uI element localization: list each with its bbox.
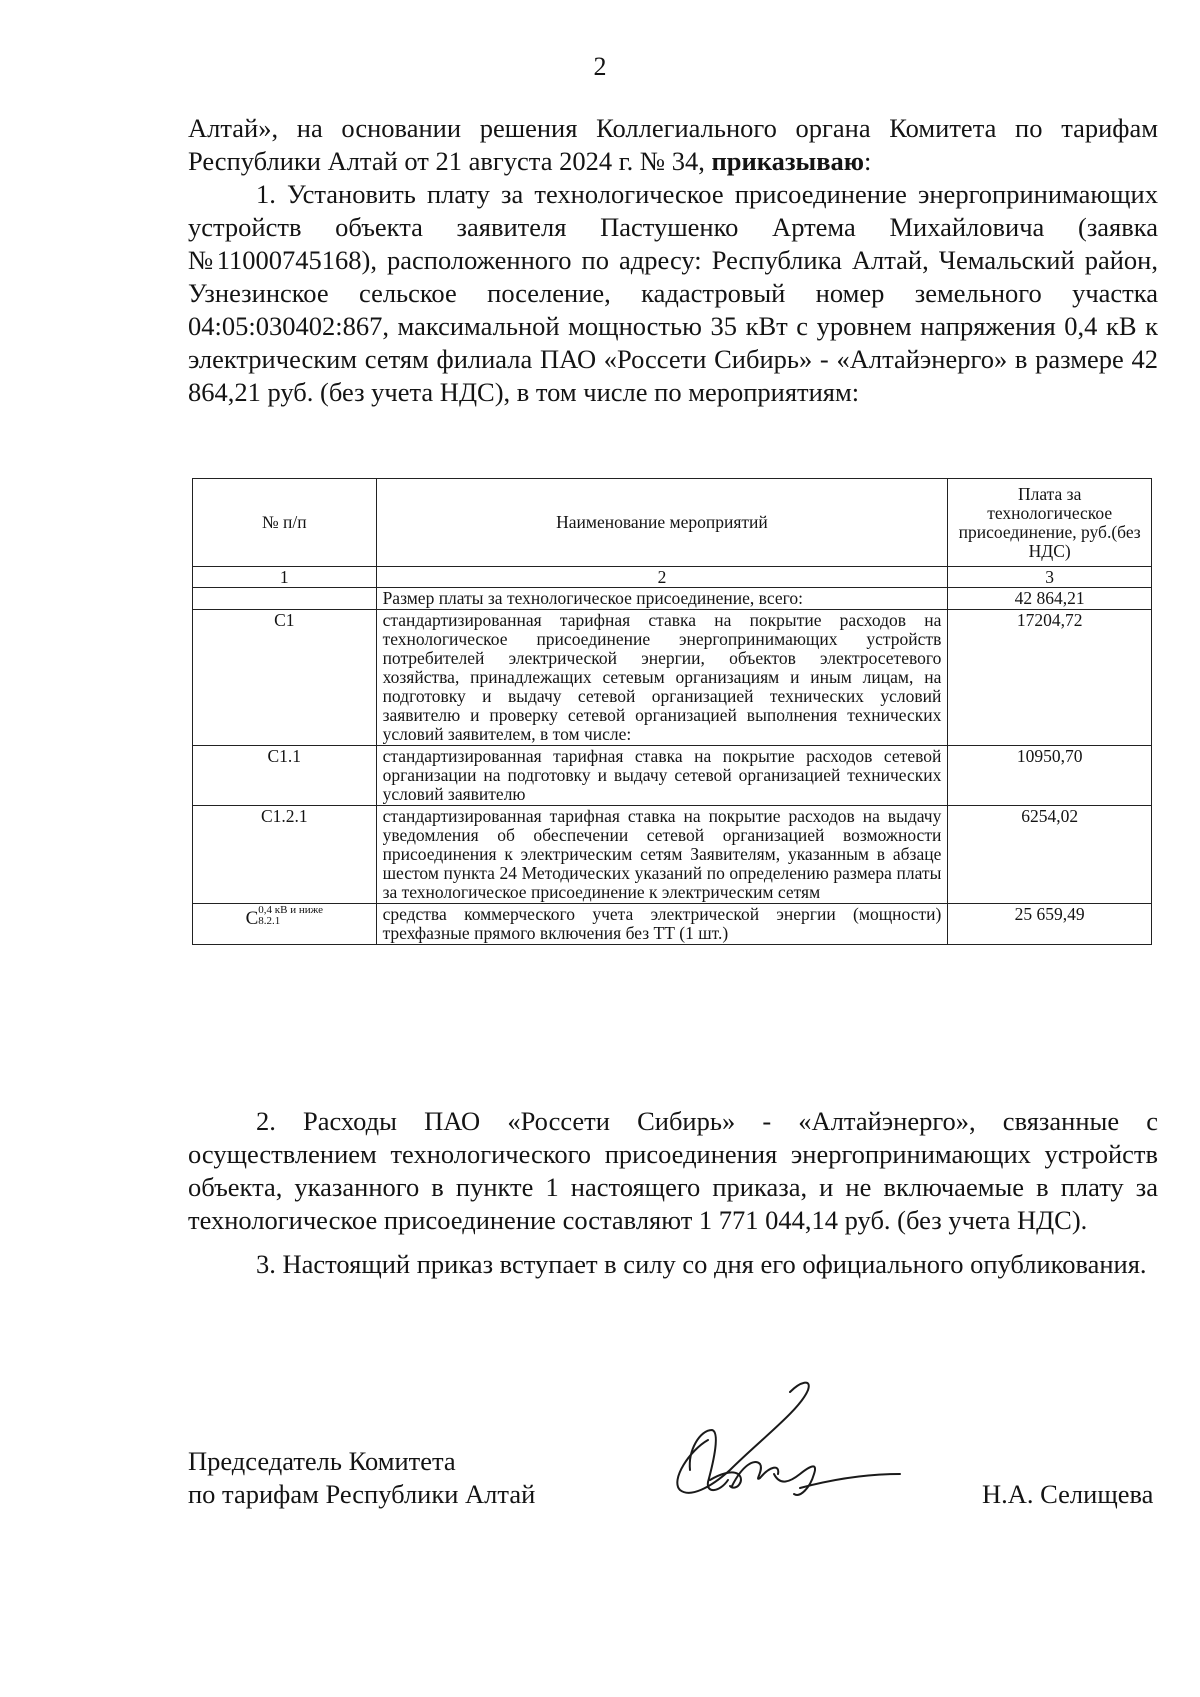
header-number: № п/п [193,479,377,567]
order-item-1: 1. Установить плату за технологическое присоединение энергопринимающих устройств объекта заявителя Пастушенко Артема Михайловича (заявка №11000745168), расположенного по адресу: Республика Алтай, Чемальский район, Узнезинское сельское поселение, кадастровый номер земельного участка 04:05:030402:867, максимальной мощностью 35 кВт с уровнем напряжения 0,4 кВ к электрическим сетям филиала ПАО «Россети Сибирь» - «Алтайэнерго» в размере 42 864,21 руб. (без учета НДС), в том числе по мероприятиям: [188,179,1158,407]
colnum-1: 1 [193,567,377,588]
meter-name: средства коммерческого учета электрической энергии (мощности) трехфазные прямого включения без ТТ (1 шт.) [376,904,948,945]
intro-bold-word: приказываю [711,146,865,176]
table-colnum-row [193,567,1152,588]
order-body [188,112,1158,409]
meter-code-main: С [245,908,259,929]
table-row-meter [193,904,1152,945]
signatory-name: Н.А. Селищева [982,1479,1154,1509]
order-lower-body [188,1105,1158,1292]
signatory-title-line-2: по тарифам Республики Алтай [188,1479,536,1509]
colnum-3: 3 [948,567,1152,588]
page-number: 2 [593,52,607,81]
table-row [193,610,1152,746]
row-name: стандартизированная тарифная ставка на покрытие расходов сетевой организации на подготовку и выдачу сетевой организацией технических условий заявителю [376,746,948,806]
table-row-total [193,588,1152,610]
order-item-2: 2. Расходы ПАО «Россети Сибирь» - «Алтайэнерго», связанные с осуществлением технологического присоединения энергопринимающих устройств объекта, указанного в пункте 1 настоящего приказа, и не включаемые в плату за технологическое присоединение составляют 1 771 044,14 руб. (без учета НДС). [188,1106,1158,1235]
row-code: С1 [193,610,377,746]
total-code [193,588,377,610]
signatory-title [188,1445,535,1511]
row-value: 17204,72 [948,610,1152,746]
meter-code-sup: 0,4 кВ и ниже [258,904,323,916]
colnum-2: 2 [376,567,948,588]
handwritten-signature [650,1370,940,1520]
tariff-table [192,478,1152,945]
total-value: 42 864,21 [948,588,1152,610]
row-code: С1.1 [193,746,377,806]
intro-text: Алтай», на основании решения Коллегиального органа Комитета по тарифам Республики Алтай от 21 августа 2024 г. № 34, [188,113,1158,176]
table-row [193,806,1152,904]
table-header-row [193,479,1152,567]
meter-code [193,904,377,945]
row-code: С1.2.1 [193,806,377,904]
table-row [193,746,1152,806]
signatory-title-line-1: Председатель Комитета [188,1446,456,1476]
meter-value: 25 659,49 [948,904,1152,945]
total-name: Размер платы за технологическое присоединение, всего: [376,588,948,610]
meter-code-sub: 8.2.1 [258,915,281,927]
row-name: стандартизированная тарифная ставка на покрытие расходов на выдачу уведомления об обеспечении сетевой организацией возможности присоединения к электрическим сетям Заявителям, указанным в абзаце шестом пункта 24 Методических указаний по определению размера платы за технологическое присоединение к электрическим сетям [376,806,948,904]
row-value: 6254,02 [948,806,1152,904]
row-name: стандартизированная тарифная ставка на покрытие расходов на технологическое присоединение энергопринимающих устройств потребителей электрической энергии, объектов электросетевого хозяйства, принадлежащих сетевым организациям и иным лицам, на подготовку и выдачу сетевой организацией технических условий заявителю и проверку сетевой организацией выполнения технических условий заявителем, в том числе: [376,610,948,746]
intro-tail: : [864,146,872,176]
header-name: Наименование мероприятий [376,479,948,567]
order-item-3: 3. Настоящий приказ вступает в силу со дня его официального опубликования. [256,1249,1147,1279]
meter-code-index [258,905,323,927]
row-value: 10950,70 [948,746,1152,806]
header-payment: Плата за технологическое присоединение, руб.(без НДС) [948,479,1152,567]
intro-paragraph [188,112,1158,178]
